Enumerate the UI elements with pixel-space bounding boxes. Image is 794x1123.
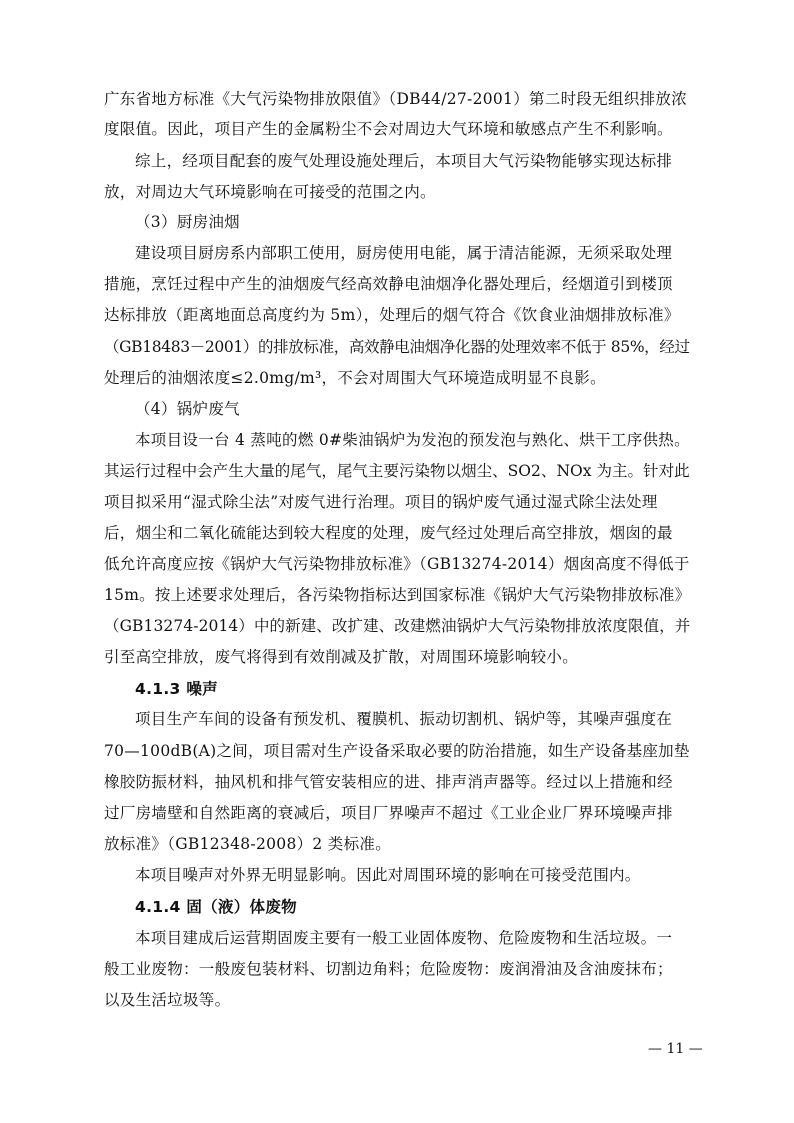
body-line: 般工业废物：一般废包装材料、切割边角料；危险废物：废润滑油及含油废抹布；: [104, 960, 673, 978]
body-line: 其运行过程中会产生大量的尾气，尾气主要污染物以烟尘、SO2、NOx 为主。针对此: [104, 462, 690, 480]
body-line: 达标排放（距离地面总高度约为 5m），处理后的烟气符合《饮食业油烟排放标准》: [104, 306, 680, 324]
body-line: 放，对周边大气环境影响在可接受的范围之内。: [104, 183, 436, 201]
body-line: 70—100dB(A)之间，项目需对生产设备采取必要的防治措施，如生产设备基座加垫: [104, 742, 690, 760]
body-line: 后，烟尘和二氧化硫能达到较大程度的处理，废气经过处理后高空排放，烟囱的最: [104, 524, 673, 542]
body-line: （GB13274-2014）中的新建、改扩建、改建燃油锅炉大气污染物排放浓度限值，并: [104, 617, 691, 635]
body-line: 本项目建成后运营期固废主要有一般工业固体废物、危险废物和生活垃圾。一: [135, 929, 673, 947]
body-line: 建设项目厨房系内部职工使用，厨房使用电能，属于清洁能源，无须采取处理: [135, 244, 673, 262]
body-line: 措施，烹饪过程中产生的油烟废气经高效静电油烟净化器处理后，经烟道引到楼顶: [104, 275, 673, 293]
body-line: 过厂房墙壁和自然距离的衰减后，项目厂界噪声不超过《工业企业厂界环境噪声排: [104, 804, 673, 822]
body-line: 处理后的油烟浓度≤2.0mg/m³，不会对周围大气环境造成明显不良影。: [104, 369, 606, 387]
body-line: 项目拟采用“湿式除尘法”对废气进行治理。项目的锅炉废气通过湿式除尘法处理: [104, 493, 658, 511]
body-line: 度限值。因此，项目产生的金属粉尘不会对周边大气环境和敏感点产生不利影响。: [104, 120, 673, 138]
body-line: 放标准》（GB12348-2008）2 类标准。: [104, 835, 392, 853]
body-line: 综上，经项目配套的废气处理设施处理后，本项目大气污染物能够实现达标排: [135, 152, 673, 170]
body-line: 以及生活垃圾等。: [104, 991, 231, 1009]
section-heading: 4.1.4 固（液）体废物: [135, 898, 297, 916]
body-line: 广东省地方标准《大气污染物排放限值》（DB44/27-2001）第二时段无组织排放浓: [104, 90, 688, 108]
subheading: （4）锅炉废气: [135, 400, 240, 418]
page-number: — 11 —: [648, 1041, 703, 1057]
body-line: （GB18483－2001）的排放标准，高效静电油烟净化器的处理效率不低于 85%，经过: [104, 338, 690, 356]
body-line: 项目生产车间的设备有预发机、覆膜机、振动切割机、锅炉等，其噪声强度在: [135, 710, 673, 728]
body-line: 橡胶防振材料，抽风机和排气管安装相应的进、排声消声器等。经过以上措施和经: [104, 773, 673, 791]
body-line: 本项目噪声对外界无明显影响。因此对周围环境的影响在可接受范围内。: [135, 866, 641, 884]
body-line: 本项目设一台 4 蒸吨的燃 0#柴油锅炉为发泡的预发泡与熟化、烘干工序供热。: [135, 431, 690, 449]
section-heading: 4.1.3 噪声: [135, 680, 218, 698]
body-line: 引至高空排放，废气将得到有效削减及扩散，对周围环境影响较小。: [104, 648, 579, 666]
body-line: 低允许高度应按《锅炉大气污染物排放标准》（GB13274-2014）烟囱高度不得低于: [104, 555, 690, 573]
subheading: （3）厨房油烟: [135, 213, 240, 231]
body-line: 15m。按上述要求处理后，各污染物指标达到国家标准《锅炉大气污染物排放标准》: [104, 586, 691, 604]
